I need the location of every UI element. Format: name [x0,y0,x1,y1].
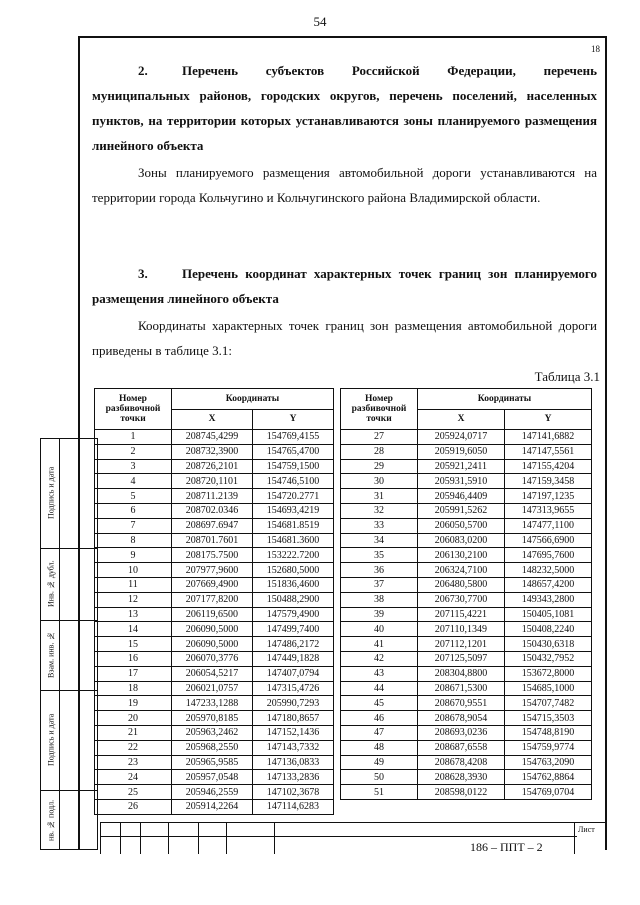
side-label-signature-date-2: Подпись и дата [46,713,56,767]
coord-x-cell: 207177,8200 [172,592,253,607]
coord-y-cell: 154765,4700 [253,444,334,459]
point-number-cell: 50 [341,770,418,785]
table-row [95,651,334,666]
coord-y-cell: 154759,1500 [253,459,334,474]
coord-y-cell: 147133,2836 [253,770,334,785]
point-number-cell: 34 [341,533,418,548]
point-number-cell: 48 [341,740,418,755]
coord-x-cell: 207110,1349 [418,622,505,637]
coord-y-cell: 150405,1081 [505,607,592,622]
table-row [95,740,334,755]
table-row [341,770,592,785]
coord-x-cell: 208175.7500 [172,548,253,563]
table-row [95,785,334,800]
side-label-replacement-inventory: Взам. инв. № [46,631,56,679]
point-number-cell: 21 [95,725,172,740]
coord-x-cell: 205965,9585 [172,755,253,770]
coord-y-cell: 147313,9655 [505,503,592,518]
section-2-number: 2. [138,63,148,78]
table-row [95,592,334,607]
coord-x-cell: 208598,0122 [418,785,505,800]
sheet-label: Лист [578,825,595,834]
table-row [341,548,592,563]
coord-y-cell: 150408,2240 [505,622,592,637]
coord-y-cell: 154707,7482 [505,696,592,711]
coord-x-cell: 205919,6050 [418,444,505,459]
table-row [95,459,334,474]
coord-x-cell: 208687,6558 [418,740,505,755]
table-row [341,518,592,533]
section-3-number: 3. [138,266,148,281]
column-header-x: X [418,409,505,430]
coord-x-cell: 208671,5300 [418,681,505,696]
coord-x-cell: 205946,4409 [418,489,505,504]
coord-y-cell: 154748,8190 [505,725,592,740]
point-number-cell: 49 [341,755,418,770]
point-number-cell: 6 [95,503,172,518]
coord-y-cell: 147566,6900 [505,533,592,548]
coord-x-cell: 206324,7100 [418,563,505,578]
coord-x-cell: 205924,0717 [418,430,505,445]
point-number-cell: 41 [341,637,418,652]
point-number-cell: 39 [341,607,418,622]
point-number-cell: 30 [341,474,418,489]
coordinates-table-right [340,388,592,800]
page-number: 54 [313,14,327,29]
point-number-cell: 15 [95,637,172,652]
coord-x-cell: 205991,5262 [418,503,505,518]
column-header-coordinates: Координаты [418,389,592,410]
table-caption: Таблица 3.1 [534,369,600,384]
side-label-duplicate-inventory: Инв. № дубл. [46,560,56,608]
coord-x-cell: 206119,6500 [172,607,253,622]
point-number-cell: 42 [341,651,418,666]
coord-y-cell: 147486,2172 [253,637,334,652]
table-row [341,711,592,726]
coord-y-cell: 147449,1828 [253,651,334,666]
section-3-heading [92,261,597,311]
point-number-cell: 1 [95,430,172,445]
side-label-original-inventory: нв. № подл. [46,799,56,841]
table-row [341,577,592,592]
point-number-cell: 51 [341,785,418,800]
table-row [95,430,334,445]
coord-x-cell: 206090,5000 [172,622,253,637]
table-row [341,740,592,755]
point-number-cell: 18 [95,681,172,696]
coord-y-cell: 153672,8000 [505,666,592,681]
coord-y-cell: 148657,4200 [505,577,592,592]
table-row [95,577,334,592]
coord-x-cell: 207115,4221 [418,607,505,622]
point-number-cell: 27 [341,430,418,445]
coord-x-cell: 208726,2101 [172,459,253,474]
table-row [341,651,592,666]
coord-x-cell: 208711.2139 [172,489,253,504]
coord-x-cell: 207669,4900 [172,577,253,592]
coord-y-cell: 150432,7952 [505,651,592,666]
point-number-cell: 10 [95,563,172,578]
point-number-cell: 24 [95,770,172,785]
title-block [40,822,607,854]
point-number-cell: 45 [341,696,418,711]
point-number-cell: 19 [95,696,172,711]
coord-x-cell: 207125,5097 [418,651,505,666]
coord-x-cell: 206480,5800 [418,577,505,592]
coord-y-cell: 150488,2900 [253,592,334,607]
coord-y-cell: 149343,2800 [505,592,592,607]
coord-x-cell: 208732,3900 [172,444,253,459]
table-row [95,474,334,489]
point-number-cell: 9 [95,548,172,563]
column-header-y: Y [505,409,592,430]
coord-x-cell: 205931,5910 [418,474,505,489]
coord-x-cell: 206050,5700 [418,518,505,533]
point-number-cell: 35 [341,548,418,563]
coord-x-cell: 205946,2559 [172,785,253,800]
section-3-text: Координаты характерных точек границ зон размещения автомобильной дороги приведены в таблице 3.1: [92,318,597,358]
table-row [341,666,592,681]
coord-y-cell: 147477,1100 [505,518,592,533]
point-number-cell: 47 [341,725,418,740]
table-row [95,444,334,459]
table-row [341,459,592,474]
table-row [95,563,334,578]
table-row [341,489,592,504]
coord-x-cell: 206054,5217 [172,666,253,681]
point-number-cell: 7 [95,518,172,533]
table-row [341,622,592,637]
coord-y-cell: 154681.8519 [253,518,334,533]
point-number-cell: 40 [341,622,418,637]
point-number-cell: 43 [341,666,418,681]
coord-x-cell: 205963,2462 [172,725,253,740]
table-row [95,711,334,726]
point-number-cell: 28 [341,444,418,459]
coord-x-cell: 208670,9551 [418,696,505,711]
coord-x-cell: 205921,2411 [418,459,505,474]
coord-y-cell: 148232,5000 [505,563,592,578]
point-number-cell: 25 [95,785,172,800]
coord-y-cell: 147315,4726 [253,681,334,696]
point-number-cell: 46 [341,711,418,726]
table-row [95,666,334,681]
table-row [95,607,334,622]
table-row [95,548,334,563]
point-number-cell: 2 [95,444,172,459]
table-row [95,518,334,533]
coord-x-cell: 208720,1101 [172,474,253,489]
point-number-cell: 5 [95,489,172,504]
section-2-heading-text: Перечень субъектов Российской Федерации, перечень муниципальных районов, городских округов, перечень поселений, населенных пунктов, на территории которых устанавливаются зоны планируемого размещения линейного объекта [92,63,597,153]
coord-y-cell: 147197,1235 [505,489,592,504]
coord-y-cell: 154715,3503 [505,711,592,726]
coord-y-cell: 154720.2771 [253,489,334,504]
coord-x-cell: 208628,3930 [418,770,505,785]
coord-y-cell: 154769,0704 [505,785,592,800]
coord-y-cell: 147136,0833 [253,755,334,770]
coord-x-cell: 208702.0346 [172,503,253,518]
point-number-cell: 36 [341,563,418,578]
table-row [341,474,592,489]
coord-y-cell: 147141,6882 [505,430,592,445]
table-row [341,533,592,548]
point-number-cell: 3 [95,459,172,474]
table-row [341,696,592,711]
coord-y-cell: 154759,9774 [505,740,592,755]
table-row [95,637,334,652]
coord-x-cell: 205970,8185 [172,711,253,726]
coord-x-cell: 205914,2264 [172,799,253,814]
side-label-signature-date: Подпись и дата [46,466,56,520]
table-row [341,755,592,770]
column-header-point: Номер разбивочной точки [341,389,418,430]
coord-x-cell: 208678,9054 [418,711,505,726]
coord-y-cell: 147155,4204 [505,459,592,474]
coord-y-cell: 205990,7293 [253,696,334,711]
coord-y-cell: 147499,7400 [253,622,334,637]
coord-y-cell: 153222.7200 [253,548,334,563]
coord-x-cell: 206090,5000 [172,637,253,652]
table-row [95,503,334,518]
table-row [341,503,592,518]
point-number-cell: 26 [95,799,172,814]
point-number-cell: 13 [95,607,172,622]
coord-y-cell: 147114,6283 [253,799,334,814]
section-3-heading-text: Перечень координат характерных точек границ зон планируемого размещения линейного объекта [92,266,597,306]
coord-y-cell: 154762,8864 [505,770,592,785]
coord-x-cell: 206083,0200 [418,533,505,548]
coord-x-cell: 208697.6947 [172,518,253,533]
coord-x-cell: 208678,4208 [418,755,505,770]
coord-y-cell: 147159,3458 [505,474,592,489]
coord-y-cell: 154763,2090 [505,755,592,770]
coord-y-cell: 154769,4155 [253,430,334,445]
coord-x-cell: 206070,3776 [172,651,253,666]
table-row [95,533,334,548]
table-row [341,430,592,445]
point-number-cell: 31 [341,489,418,504]
section-2-text: Зоны планируемого размещения автомобильной дороги устанавливаются на территории города Кольчугино и Кольчугинского района Владимирской области. [92,165,597,205]
coord-x-cell: 208304,8800 [418,666,505,681]
coord-x-cell: 208693,0236 [418,725,505,740]
point-number-cell: 20 [95,711,172,726]
column-header-point: Номер разбивочной точки [95,389,172,430]
coord-y-cell: 147147,5561 [505,444,592,459]
coord-y-cell: 154693,4219 [253,503,334,518]
coord-x-cell: 205968,2550 [172,740,253,755]
point-number-cell: 38 [341,592,418,607]
coord-x-cell: 206130,2100 [418,548,505,563]
coord-y-cell: 151836,4600 [253,577,334,592]
coord-y-cell: 150430,6318 [505,637,592,652]
column-header-coordinates: Координаты [172,389,334,410]
table-row [341,444,592,459]
coord-y-cell: 147579,4900 [253,607,334,622]
table-row [95,622,334,637]
table-row [341,563,592,578]
point-number-cell: 22 [95,740,172,755]
point-number-cell: 17 [95,666,172,681]
document-code: 186 – ППТ – 2 [470,840,543,854]
point-number-cell: 33 [341,518,418,533]
coord-y-cell: 147407,0794 [253,666,334,681]
point-number-cell: 44 [341,681,418,696]
point-number-cell: 29 [341,459,418,474]
coord-y-cell: 154681.3600 [253,533,334,548]
table-row [95,770,334,785]
point-number-cell: 23 [95,755,172,770]
point-number-cell: 12 [95,592,172,607]
coord-y-cell: 147152,1436 [253,725,334,740]
table-row [95,681,334,696]
coord-y-cell: 147143,7332 [253,740,334,755]
coordinates-table-left [94,388,334,815]
coord-y-cell: 147695,7600 [505,548,592,563]
coord-x-cell: 208701.7601 [172,533,253,548]
point-number-cell: 11 [95,577,172,592]
section-2-heading [92,58,597,158]
point-number-cell: 4 [95,474,172,489]
coord-x-cell: 147233,1288 [172,696,253,711]
column-header-y: Y [253,409,334,430]
point-number-cell: 16 [95,651,172,666]
point-number-cell: 8 [95,533,172,548]
table-row [341,725,592,740]
point-number-cell: 32 [341,503,418,518]
table-row [95,799,334,814]
coord-y-cell: 154685,1000 [505,681,592,696]
table-row [95,489,334,504]
table-row [341,681,592,696]
table-row [341,607,592,622]
sheet-number: 18 [591,44,600,54]
table-row [95,725,334,740]
coord-x-cell: 207977,9600 [172,563,253,578]
column-header-x: X [172,409,253,430]
coord-y-cell: 152680,5000 [253,563,334,578]
table-row [95,755,334,770]
point-number-cell: 14 [95,622,172,637]
table-row [341,637,592,652]
coord-x-cell: 206730,7700 [418,592,505,607]
coord-y-cell: 147102,3678 [253,785,334,800]
coord-y-cell: 147180,8657 [253,711,334,726]
table-row [95,696,334,711]
coord-x-cell: 205957,0548 [172,770,253,785]
table-row [341,592,592,607]
coord-x-cell: 206021,0757 [172,681,253,696]
coord-x-cell: 208745,4299 [172,430,253,445]
coord-x-cell: 207112,1201 [418,637,505,652]
coord-y-cell: 154746,5100 [253,474,334,489]
table-row [341,785,592,800]
point-number-cell: 37 [341,577,418,592]
